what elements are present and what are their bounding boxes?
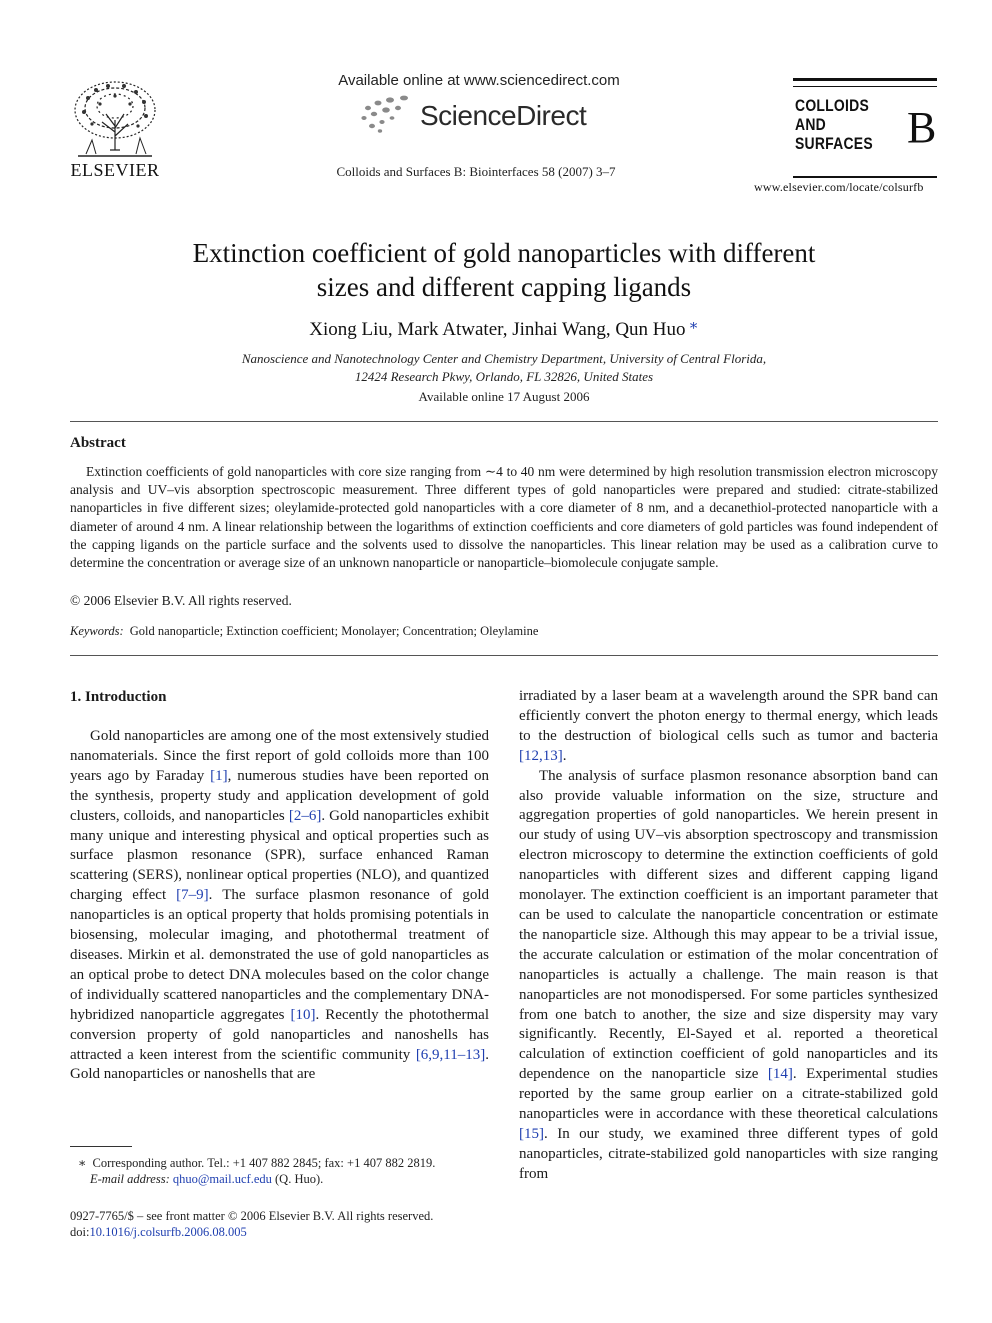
affiliation-line: Nanoscience and Nanotechnology Center and Chemistry Department, University of Central Florida, [241,351,767,366]
email-link[interactable]: qhuo@mail.ucf.edu [172,1172,272,1186]
body-text: . Gold nanoparticles or nanoshells that are [70,1046,489,1083]
sciencedirect-wordmark: ScienceDirect [420,100,587,131]
keywords-label: Keywords: [70,624,124,638]
intro-paragraph [519,687,938,767]
abstract-text [70,463,938,572]
intro-paragraph [519,767,938,1185]
section-heading: 1. Introduction [70,689,167,705]
email-label: E-mail address: [90,1172,170,1186]
citation-link[interactable]: [6,9,11–13] [415,1046,486,1063]
footnote-text: Corresponding author. Tel.: +1 407 882 2845; fax: +1 407 882 2819. [92,1156,436,1170]
citation-link[interactable]: [1] [210,767,228,784]
citation-link[interactable]: [15] [519,1125,544,1142]
citation-link[interactable]: [7–9] [176,887,209,904]
body-text: . In our study, we examined three different types of gold nanoparticles, citrate-stabilized gold nanoparticles with size ranging from [519,1125,938,1182]
issn-line: 0927-7765/$ – see front matter © 2006 Elsevier B.V. All rights reserved. [70,1209,434,1223]
body-text: . Experimental studies reported by the same group earlier on a citrate-stabilized gold nanoparticles were in accordance with these theoretical calculations [519,1066,939,1123]
publisher-name: ELSEVIER [70,160,160,180]
doi-line [70,1224,433,1240]
body-text: . Recently the photothermal conversion property of gold nanoparticles and nanoshells has attracted a keen interest from the scientific community [70,1006,489,1063]
divider [70,421,938,422]
keywords-list: Gold nanoparticle; Extinction coefficient; Monolayer; Concentration; Oleylamine [129,624,539,638]
body-text: irradiated by a laser beam at a wavelength around the SPR band can efficiently convert the photon energy to thermal energy, which leads to the destruction of biological cells such as tumor and bacteria [519,688,938,744]
journal-logo-rule [793,86,937,87]
footnote-line [78,1155,435,1171]
body-text: The analysis of surface plasmon resonance absorption band can also provide valuable information on the size, structure and aggregation properties of gold nanoparticles. We herein present in our study of using UV–vis absorption spectroscopy and transmission electron microscopy to determine the extinction coefficients of gold nanoparticles with different sizes and different capping ligand monolayer. The extinction coefficient is an important parameter that can be used to calculate the nanoparticle concentration or estimate the nanoparticle size. Although this may appear to be a trivial issue, the accurate calculation or estimation of the molar concentration of nanoparticles is actually a challenge. The main reason is that nanoparticles are not monodispersed. For some particles synthesized from one batch to another, the size and size dispersity may vary significantly. Recently, El-Sayed et al. reported a theoretical calculation of extinction coefficient of gold nanoparticles and its dependence on the nanoparticle size [519,767,938,1083]
issn-notice [70,1208,433,1240]
title-line: Extinction coefficient of gold nanoparticles with different [192,238,816,268]
citation-link[interactable]: [10] [290,1006,316,1023]
citation-link[interactable]: [2–6] [288,807,322,824]
body-text: . Gold nanoparticles exhibit many unique and interesting physical and optical properties such as surface plasmon resonance (SPR), surface enhanced Raman scattering (SERS), nonlinear optical properties (NLO), and quantized charging effect [70,807,489,904]
footnote-divider [70,1146,132,1147]
affiliation [100,350,908,386]
journal-logo [793,78,937,178]
body-text: . [562,747,567,764]
divider [70,655,938,656]
abstract-heading: Abstract [70,435,126,451]
journal-logo-rule [793,176,937,178]
corresponding-author-footnote [78,1155,435,1187]
affiliation-line: 12424 Research Pkwy, Orlando, FL 32826, United States [354,369,654,384]
journal-logo-rule [793,78,937,81]
right-column [519,687,938,1185]
corresponding-author-link[interactable]: ∗ [688,318,699,334]
doi-label: doi: [70,1225,90,1239]
footnote-text: (Q. Huo). [271,1172,324,1186]
body-text: Gold nanoparticles are among one of the most extensively studied nanomaterials. Since the first report of gold colloids more than 100 years ago by Faraday [70,728,489,784]
journal-logo-line: SURFACES [795,134,873,153]
journal-logo-letter: B [907,103,937,152]
journal-citation: Colloids and Surfaces B: Biointerfaces 58 (2007) 3–7 [336,164,616,179]
article-title [100,236,908,304]
available-online-date: Available online 17 August 2006 [418,389,590,404]
footnote-line [78,1171,435,1187]
intro-paragraph [70,727,489,1085]
journal-logo-line: AND [795,115,826,134]
journal-logo-text [795,96,873,153]
body-text: , numerous studies have been reported on the synthesis, property study and application development of gold clusters, colloids, and nanoparticles [70,767,489,824]
left-column [70,727,489,1085]
journal-logo-line: COLLOIDS [795,96,869,115]
doi-link[interactable]: 10.1016/j.colsurfb.2006.08.005 [89,1225,247,1239]
keywords [70,624,538,639]
abstract-paragraph: Extinction coefficients of gold nanoparticles with core size ranging from ∼4 to 40 nm were determined by high resolution transmission electron microscopy analysis and UV–vis absorption spectroscopic measurement. Three different types of gold nanoparticles were prepared and studied: citrate-stabilized nanoparticles in five different sizes; oleylamide-protected gold nanoparticles with a core diameter of 8 nm, and a decanethiol-protected nanoparticle with a diameter of around 4 nm. A linear relationship between the logarithms of extinction coefficients and core diameters of gold particles was found independent of the capping ligands on the particle surface and the solvents used to dissolve the nanoparticles. This linear relation may be used as a calibration curve to determine the concentration or average size of an unknown nanoparticle or nanoparticle–biomolecule conjugate sample. [70,464,938,571]
title-line: sizes and different capping ligands [316,272,692,302]
journal-url-link[interactable]: www.elsevier.com/locate/colsurfb [754,180,924,194]
body-text: . The surface plasmon resonance of gold nanoparticles is an optical property that holds promising potentials in biosensing, molecular imaging, and photothermal treatment of diseases. Mirkin et al. demonstrated the use of gold nanoparticles as an optical probe to detect DNA molecules based on the color change of individually scattered nanoparticles and the complementary DNA-hybridized nanoparticle aggregates [70,887,489,1023]
citation-link[interactable]: [12,13] [519,747,563,764]
copyright-notice: © 2006 Elsevier B.V. All rights reserved. [70,593,292,608]
citation-link[interactable]: [14] [767,1066,793,1083]
author-list [100,316,908,341]
author-names: Xiong Liu, Mark Atwater, Jinhai Wang, Qun Huo [309,319,686,340]
available-online-banner[interactable]: Available online at www.sciencedirect.com [338,72,620,89]
footnote-marker: ∗ [78,1156,87,1170]
